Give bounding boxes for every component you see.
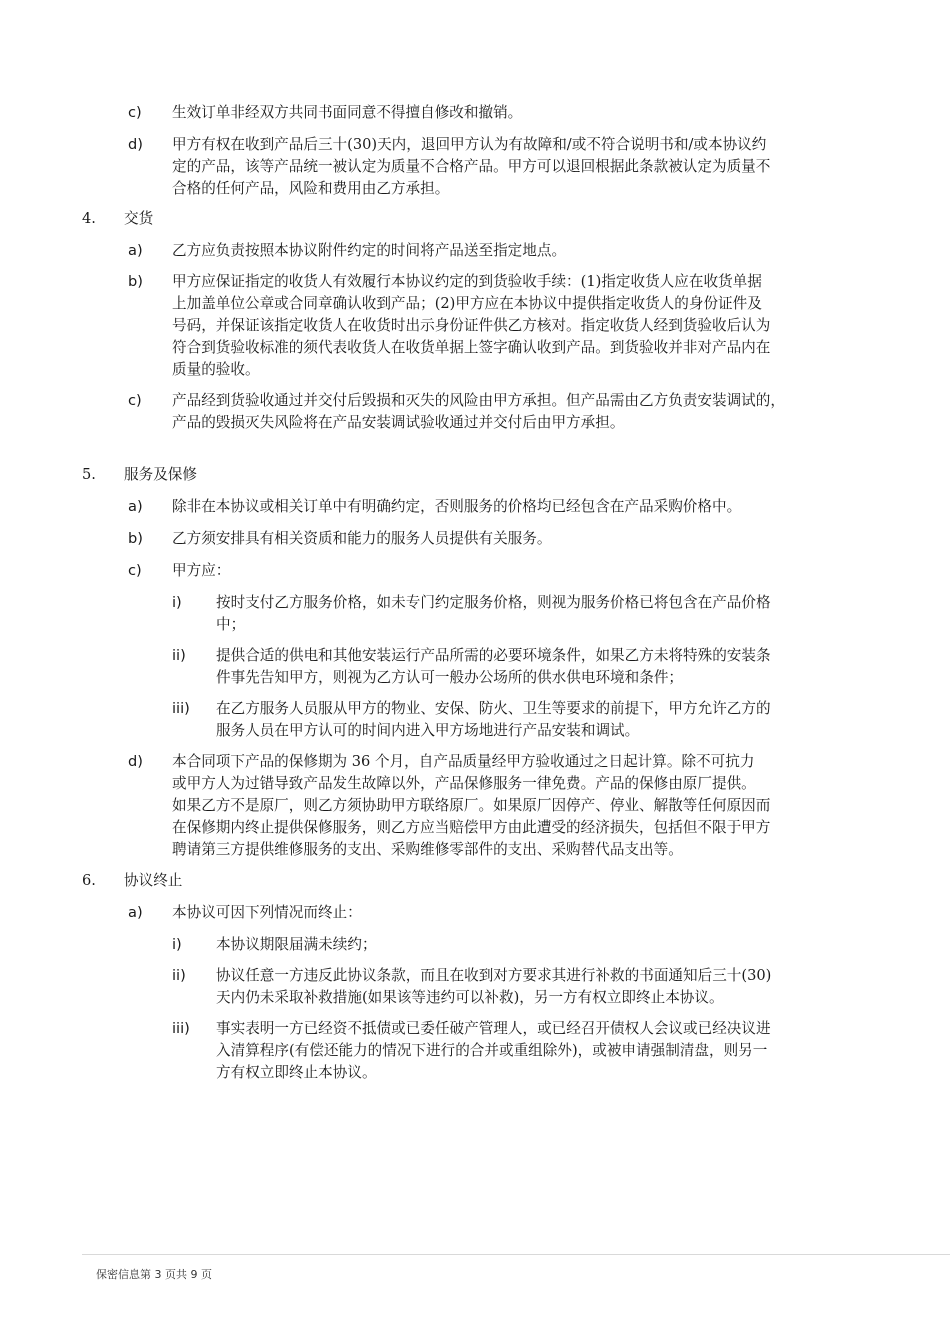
clause-text: 生效订单非经双方共同书面同意不得擅自修改和撤销。: [172, 104, 523, 121]
clause-text: 甲方应保证指定的收货人有效履行本协议约定的到货验收手续：(1)指定收货人应在收货单据 上加盖单位公章或合同章确认收到产品；(2)甲方应在本协议中提供指定收货人的身份证件及 号码，并保证该指定收货人在收货时出示身份证件供乙方核对。指定收货人经到货验收后认为 符合到货验收标准的须代表收货人在收货单据上签字确认收到产品。到货验收并非对产品内在 质量的验收。: [172, 273, 771, 378]
section-number: 5.: [82, 466, 96, 483]
subclause-text: 本协议期限届满未续约；: [216, 936, 377, 953]
clause-text: 除非在本协议或相关订单中有明确约定，否则服务的价格均已经包含在产品采购价格中。: [172, 498, 742, 515]
section-title: 交货: [124, 210, 154, 227]
subclause-text: 提供合适的供电和其他安装运行产品所需的必要环境条件，如果乙方未将特殊的安装条 件事先告知甲方，则视为乙方认可一般办公场所的供水供电环境和条件；: [216, 647, 771, 686]
clause-label: d): [128, 136, 143, 153]
subclause-text: 在乙方服务人员服从甲方的物业、安保、防火、卫生等要求的前提下，甲方允许乙方的 服务人员在甲方认可的时间内进入甲方场地进行产品安装和调试。: [216, 700, 771, 739]
clause-label: d): [128, 753, 143, 770]
clause-text: 产品经到货验收通过并交付后毁损和灭失的风险由甲方承担。但产品需由乙方负责安装调试的， 产品的毁损灭失风险将在产品安装调试验收通过并交付后由甲方承担。: [172, 392, 785, 431]
subclause-text: 按时支付乙方服务价格，如未专门约定服务价格，则视为服务价格已将包含在产品价格 中；: [216, 594, 771, 633]
subclause-text: 事实表明一方已经资不抵债或已委任破产管理人，或已经召开债权人会议或已经决议进 入清算程序(有偿还能力的情况下进行的合并或重组除外)，或被申请强制清盘，则另一 方有权立即终止本协议。: [216, 1020, 771, 1081]
clause-label: a): [128, 498, 143, 515]
subclause-label: iii): [172, 700, 190, 717]
subclause-text: 协议任意一方违反此协议条款，而且在收到对方要求其进行补救的书面通知后三十(30) 天内仍未采取补救措施(如果该等违约可以补救)，另一方有权立即终止本协议。: [216, 967, 772, 1006]
clause-label: a): [128, 904, 143, 921]
subclause-label: i): [172, 594, 182, 611]
section-number: 6.: [82, 872, 96, 889]
section-number: 4.: [82, 210, 96, 227]
clause-text: 乙方须安排具有相关资质和能力的服务人员提供有关服务。: [172, 530, 552, 547]
subclause-label: i): [172, 936, 182, 953]
section-title: 服务及保修: [124, 466, 197, 483]
clause-text: 乙方应负责按照本协议附件约定的时间将产品送至指定地点。: [172, 242, 567, 259]
clause-text: 本合同项下产品的保修期为 36 个月，自产品质量经甲方验收通过之日起计算。除不可抗力 或甲方人为过错导致产品发生故障以外，产品保修服务一律免费。产品的保修由原厂提供。 如果乙方不是原厂，则乙方须协助甲方联络原厂。如果原厂因停产、停业、解散等任何原因而 在保修期内终止提供保修服务，则乙方应当赔偿甲方由此遭受的经济损失，包括但不限于甲方 聘请第三方提供维修服务的支出、采购维修零部件的支出、采购替代品支出等。: [172, 753, 771, 858]
clause-text: 甲方应：: [172, 562, 231, 579]
subclause-label: ii): [172, 647, 186, 664]
clause-label: c): [128, 562, 142, 579]
clause-label: a): [128, 242, 143, 259]
subclause-label: ii): [172, 967, 186, 984]
clause-text: 甲方有权在收到产品后三十(30)天内，退回甲方认为有故障和/或不符合说明书和/或本协议约 定的产品，该等产品统一被认定为质量不合格产品。甲方可以退回根据此条款被认定为质量不 合格的任何产品，风险和费用由乙方承担。: [172, 136, 771, 197]
clause-text: 本协议可因下列情况而终止：: [172, 904, 362, 921]
section-title: 协议终止: [124, 872, 183, 889]
page-footer: 保密信息第 3 页共 9 页: [96, 1268, 212, 1281]
clause-label: c): [128, 104, 142, 121]
subclause-label: iii): [172, 1020, 190, 1037]
clause-label: c): [128, 392, 142, 409]
clause-label: b): [128, 530, 143, 547]
footer-divider: [82, 1254, 950, 1255]
clause-label: b): [128, 273, 143, 290]
